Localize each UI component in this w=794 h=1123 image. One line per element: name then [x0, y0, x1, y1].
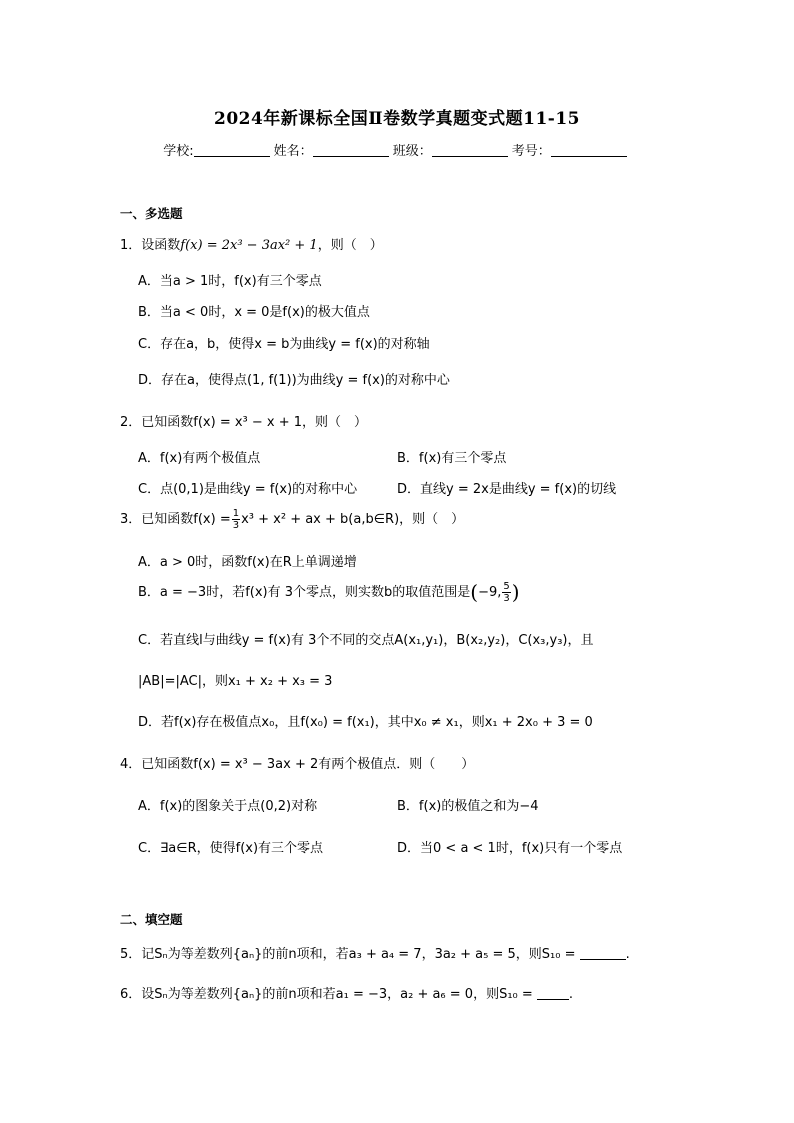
section-heading-multiple-choice: 一、多选题 — [120, 206, 183, 221]
q2-option-a[interactable]: A．f(x)有两个极值点 — [138, 451, 261, 466]
school-label: 学校: — [163, 144, 194, 159]
q6-answer-blank[interactable] — [537, 987, 569, 1000]
q1-suffix: ，则（ ） — [317, 238, 383, 253]
q1-expr: f(x) = 2x³ − 3ax² + 1 — [180, 238, 318, 253]
right-paren-glyph: ) — [511, 580, 520, 604]
student-info-line — [0, 140, 794, 159]
q4-option-c[interactable]: C．∃a∈R，使得f(x)有三个零点 — [138, 841, 324, 856]
q3-option-d[interactable]: D．若f(x)存在极值点x₀，且f(x₀) = f(x₁)，其中x₀ ≠ x₁，则x₁ + 2x₀ + 3 = 0 — [138, 715, 593, 730]
q3-prefix: 3．已知函数f(x) = — [120, 512, 231, 527]
question-1-stem — [120, 234, 383, 253]
q1-option-b[interactable]: B．当a < 0时，x = 0是f(x)的极大值点 — [138, 305, 370, 320]
class-blank[interactable] — [432, 143, 508, 157]
class-label: 班级： — [392, 144, 432, 159]
q3-option-c-line1[interactable]: C．若直线l与曲线y = f(x)有 3个不同的交点A(x₁,y₁)，B(x₂,y₂)，C(x₃,y₃)，且 — [138, 633, 594, 648]
q3-frac-num: 1 — [232, 508, 240, 519]
page-title: 2024年新课标全国Ⅱ卷数学真题变式题11-15 — [213, 109, 580, 129]
question-6-stem — [120, 983, 573, 1002]
q2-option-b[interactable]: B．f(x)有三个零点 — [397, 451, 507, 466]
id-label: 考号： — [511, 144, 551, 159]
q5-stem-text: 5．记Sₙ为等差数列{aₙ}的前n项和，若a₃ + a₄ = 7，3a₂ + a₅ = 5，则S₁₀ = — [120, 947, 580, 962]
q1-prefix: 1．设函数 — [120, 238, 181, 253]
q3-b-frac-num: 5 — [503, 581, 510, 592]
question-2-stem: 2．已知函数f(x) = x³ − x + 1，则（ ） — [120, 415, 368, 430]
q2-option-d[interactable]: D．直线y = 2x是曲线y = f(x)的切线 — [397, 482, 617, 497]
q3-b-fraction — [502, 581, 510, 604]
question-3-stem — [120, 508, 464, 531]
q3-option-c-line2[interactable]: |AB|=|AC|，则x₁ + x₂ + x₃ = 3 — [138, 674, 333, 689]
school-blank[interactable] — [194, 143, 270, 157]
id-blank[interactable] — [551, 143, 627, 157]
q3-expr: x³ + x² + ax + b(a,b∈R)，则（ ） — [241, 512, 465, 527]
q5-end: . — [625, 947, 630, 962]
question-5-stem — [120, 943, 630, 962]
q4-option-a[interactable]: A．f(x)的图象关于点(0,2)对称 — [138, 799, 318, 814]
name-label: 姓名： — [273, 144, 313, 159]
q1-option-d[interactable]: D．存在a，使得点(1, f(1))为曲线y = f(x)的对称中心 — [138, 373, 450, 388]
q2-option-c[interactable]: C．点(0,1)是曲线y = f(x)的对称中心 — [138, 482, 358, 497]
q4-option-d[interactable]: D．当0 < a < 1时，f(x)只有一个零点 — [397, 841, 623, 856]
q3-b-frac-den: 3 — [503, 593, 510, 604]
left-paren-glyph: ( — [470, 580, 479, 604]
q4-option-b[interactable]: B．f(x)的极值之和为−4 — [397, 799, 539, 814]
q1-option-c[interactable]: C．存在a，b，使得x = b为曲线y = f(x)的对称轴 — [138, 337, 430, 352]
q3-option-a[interactable]: A．a > 0时，函数f(x)在R上单调递增 — [138, 555, 357, 570]
q3-b-prefix: B．a = −3时，若f(x)有 3个零点，则实数b的取值范围是 — [138, 585, 471, 600]
name-blank[interactable] — [313, 143, 389, 157]
q3-b-interval-left: −9, — [478, 585, 502, 600]
q6-stem-text: 6．设Sₙ为等差数列{aₙ}的前n项和若a₁ = −3，a₂ + a₆ = 0，则S₁₀ = — [120, 987, 537, 1002]
question-4-stem: 4．已知函数f(x) = x³ − 3ax + 2有两个极值点．则（ ） — [120, 757, 475, 772]
q3-fraction — [232, 508, 240, 531]
q1-option-a[interactable]: A．当a > 1时，f(x)有三个零点 — [138, 274, 322, 289]
q6-end: . — [568, 987, 574, 1002]
q3-option-b[interactable] — [138, 580, 520, 604]
q3-frac-den: 3 — [232, 520, 240, 531]
q5-answer-blank[interactable] — [580, 947, 626, 960]
section-heading-fill-in: 二、填空题 — [120, 912, 183, 927]
